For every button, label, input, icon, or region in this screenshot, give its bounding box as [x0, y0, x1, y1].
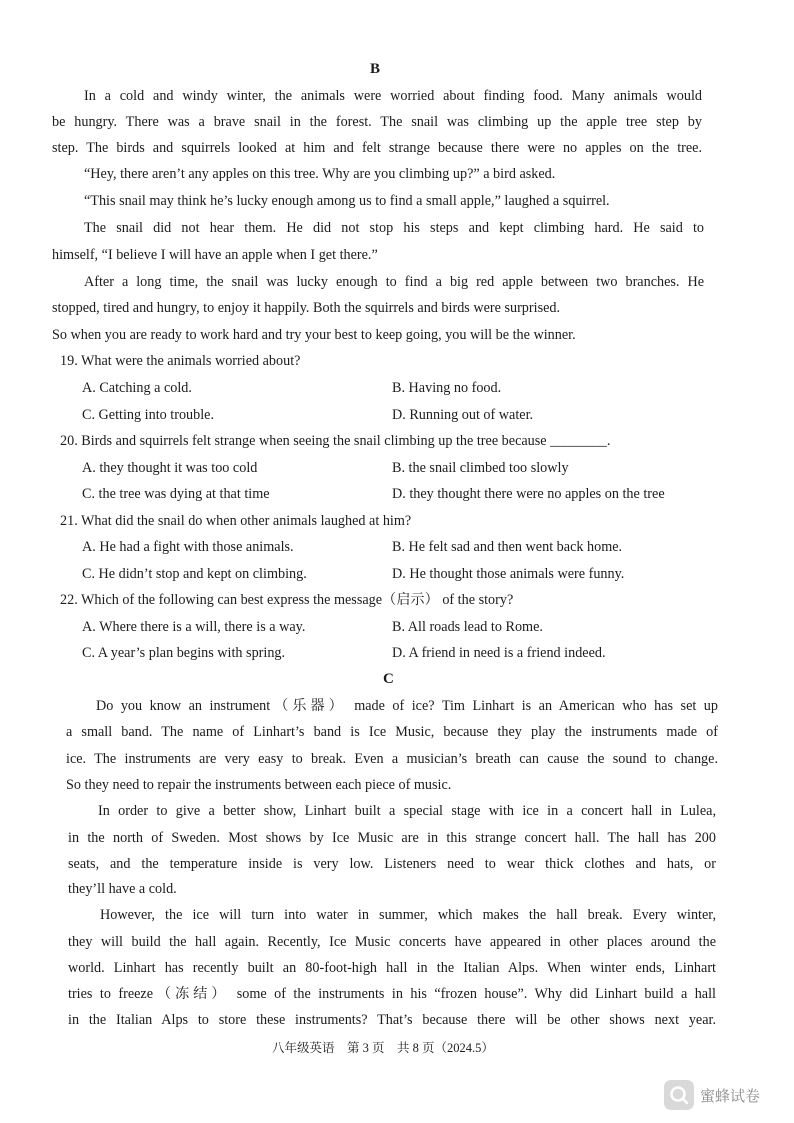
question-22-option-c[interactable]: C. A year’s plan begins with spring.: [82, 645, 286, 661]
watermark: [664, 1078, 760, 1112]
passage-c-line: So they need to repair the instruments between each piece of music.: [66, 777, 452, 793]
question-19-option-b[interactable]: B. Having no food.: [392, 380, 502, 396]
passage-b-line: The snail did not hear them. He did not stop his steps and kept climbing hard. He said to: [84, 220, 704, 236]
passage-b-line: “This snail may think he’s lucky enough among us to find a small apple,” laughed a squirrel.: [84, 193, 610, 209]
watermark-text: 蜜蜂试卷: [700, 1086, 761, 1105]
question-21-option-c[interactable]: C. He didn’t stop and kept on climbing.: [82, 566, 307, 582]
passage-c-line: tries to freeze（冻结） some of the instruments in his “frozen house”. Why did Linhart build a hall: [68, 986, 716, 1002]
question-19-stem: 19. What were the animals worried about?: [60, 353, 301, 369]
passage-c-line: seats, and the temperature inside is very low. Listeners need to wear thick clothes and hats, or: [68, 856, 716, 872]
passage-c-line: world. Linhart has recently built an 80-foot-high hall in the Italian Alps. When winter ends, Linhart: [68, 960, 716, 976]
passage-c-line: a small band. The name of Linhart’s band is Ice Music, because they play the instruments made of: [66, 724, 718, 740]
passage-b-line: stopped, tired and hungry, to enjoy it happily. Both the squirrels and birds were surprised.: [52, 300, 561, 316]
page-footer: 八年级英语 第 3 页 共 8 页（2024.5）: [272, 1041, 494, 1055]
question-20-option-a[interactable]: A. they thought it was too cold: [82, 460, 258, 476]
passage-b-line: In a cold and windy winter, the animals were worried about finding food. Many animals would: [84, 88, 702, 104]
question-22-option-a[interactable]: A. Where there is a will, there is a way.: [82, 619, 306, 635]
passage-c-line: Do you know an instrument（乐器） made of ice? Tim Linhart is an American who has set up: [96, 698, 718, 714]
question-22-stem: 22. Which of the following can best express the message（启示） of the story?: [60, 592, 514, 608]
passage-c-line: in the north of Sweden. Most shows by Ice Music are in this strange concert hall. The hall has 200: [68, 830, 716, 846]
question-21-option-d[interactable]: D. He thought those animals were funny.: [392, 566, 625, 582]
passage-c-line: they’ll have a cold.: [68, 881, 177, 897]
question-22-option-b[interactable]: B. All roads lead to Rome.: [392, 619, 543, 635]
question-19-option-a[interactable]: A. Catching a cold.: [82, 380, 192, 396]
question-20-option-d[interactable]: D. they thought there were no apples on the tree: [392, 486, 665, 502]
passage-b-line: be hungry. There was a brave snail in the forest. The snail was climbing up the apple tree step by: [52, 114, 702, 130]
passage-b-line: After a long time, the snail was lucky enough to find a big red apple between two branches. He: [84, 274, 704, 290]
passage-b-line: step. The birds and squirrels looked at him and felt strange because there were no apples on the tree.: [52, 140, 702, 156]
question-21-option-b[interactable]: B. He felt sad and then went back home.: [392, 539, 623, 555]
passage-b-line: himself, “I believe I will have an apple when I get there.”: [52, 247, 378, 263]
passage-c-line: they will build the hall again. Recently, Ice Music concerts have appeared in other places around the: [68, 934, 716, 950]
passage-b-line: So when you are ready to work hard and try your best to keep going, you will be the winner.: [52, 327, 576, 343]
passage-c-line: However, the ice will turn into water in summer, which makes the hall break. Every winter,: [100, 907, 716, 923]
question-20-option-b[interactable]: B. the snail climbed too slowly: [392, 460, 569, 476]
question-20-option-c[interactable]: C. the tree was dying at that time: [82, 486, 270, 502]
question-21-stem: 21. What did the snail do when other animals laughed at him?: [60, 513, 412, 529]
bee-logo-icon: [664, 1080, 694, 1110]
question-20-stem: 20. Birds and squirrels felt strange when seeing the snail climbing up the tree because ________.: [60, 433, 611, 449]
passage-b-line: “Hey, there aren’t any apples on this tree. Why are you climbing up?” a bird asked.: [84, 166, 556, 182]
passage-c-line: ice. The instruments are very easy to break. Even a musician’s breath can cause the sound to change.: [66, 751, 718, 767]
section-b-heading: B: [370, 61, 381, 77]
question-22-option-d[interactable]: D. A friend in need is a friend indeed.: [392, 645, 606, 661]
question-19-option-d[interactable]: D. Running out of water.: [392, 407, 534, 423]
question-21-option-a[interactable]: A. He had a fight with those animals.: [82, 539, 294, 555]
section-c-heading: C: [383, 671, 394, 687]
passage-c-line: in the Italian Alps to store these instruments? That’s because there will be other shows next year.: [68, 1012, 716, 1028]
question-19-option-c[interactable]: C. Getting into trouble.: [82, 407, 215, 423]
passage-c-line: In order to give a better show, Linhart built a special stage with ice in a concert hall in Lulea,: [98, 803, 716, 819]
